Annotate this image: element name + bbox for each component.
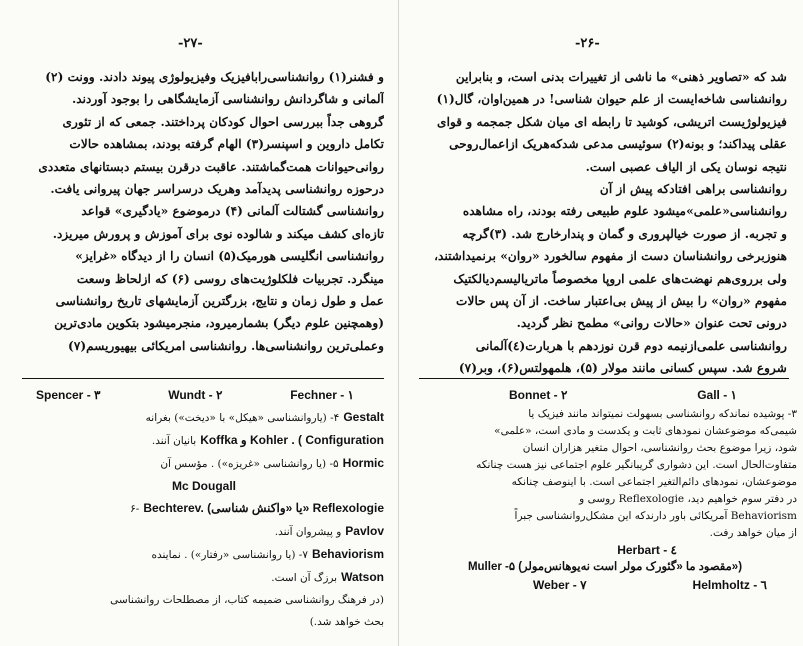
text-line: هنوزبرخی روانشناسان دست از مفهوم سالخورد «روان» برنمیداشتند، (434, 249, 787, 264)
text-line: و فشنر(۱) روانشناسی‌رابافیزیک وفیزیولوژی پیوند دادند. وونت (۲) (45, 70, 384, 84)
footnote-line: متفاوت‌الحال است. این دشواری گریبانگیر علوم اجتماعی نیز هست چنانکه (476, 459, 797, 471)
footnote-divider (419, 378, 789, 379)
footnote-term: Koffka و Kohler . ( Configuration (200, 433, 384, 447)
footnote-term: Mc Dougall (172, 479, 237, 493)
footnote-names-row (413, 558, 797, 576)
page-number: -۲۶- (575, 36, 600, 51)
text-line: روانشناسی براهی افتادکه پیش از آن (599, 182, 787, 197)
footnote-name: Gall - ۱ (697, 388, 737, 402)
footnote-paragraph (413, 406, 797, 542)
footnote-text: ۷- (یا روانشناسی «رفتار») . نماینده (151, 549, 308, 561)
footnote-divider (22, 378, 384, 379)
footnote-text: (در فرهنگ روانشناسی ضمیمه کتاب، از مصطلحات روانشناسی (110, 594, 384, 606)
footnote-name: Fechner - ۱ (290, 388, 354, 402)
text-line: مینگرد. تجربیات فلکلوژیت‌های روسی (۶) که ازلحاظ وسعت (76, 271, 384, 286)
text-line: درونی تحت عنوان «حالات روانی» مطمح نظر گردید. (516, 316, 787, 331)
text-line: روانشناسی گشتالت آلمانی (۴) درموضوع «یادگیری» قواعد (81, 204, 384, 219)
footnote-line: از میان خواهد رفت. (709, 527, 797, 539)
footnote-term: Pavlov (345, 524, 384, 538)
footnote (22, 520, 384, 543)
footnote-text: برزگ آن است. (271, 572, 338, 584)
footnote (22, 406, 384, 429)
right-page (399, 0, 803, 646)
text-line: روانشناسی علمی‌ازنیمه دوم قرن نوزدهم با هربارت(٤)آلمانی (475, 338, 787, 353)
footnote-name: Weber - ۷ (533, 578, 587, 592)
footnote-text: و پیشروان آنند. (274, 526, 342, 538)
footnotes (22, 384, 384, 633)
footnote (22, 452, 384, 475)
footnote-term: Watson (341, 570, 384, 584)
text-line: درحوزه روانشناسی پدیدآمد وهریک درسراسر جهان پیروانی یافت. (50, 182, 384, 197)
text-line: شد که «تصاویر ذهنی» ما ناشی از تغییرات بدنی است، و بنابراین (455, 70, 787, 84)
footnote (22, 543, 384, 566)
text-line: آلمانی و شاگردانش روانشناسی آزمایشگاهی را بوجود آوردند. (71, 92, 384, 107)
text-line: گروهی جداً ببررسی احوال کودکان پرداختند. جمعی که از تئوری (62, 114, 384, 129)
text-line: نتیجه نوسان یکی از الیاف عصبی است. (585, 159, 787, 174)
text-line: وعملی‌ترین روانشناسی‌ها. روانشناسی امریکائی بیهیوریسم(۷) (68, 338, 384, 353)
footnote-line: شیمی‌که موضوعشان نمودهای ثابت و یکدست و مادی است، «علمی» (494, 425, 797, 437)
footnote-line: در دفتر سوم خواهیم دید، Reflexologie روسی و (579, 493, 797, 505)
text-line: مفهوم «روان» را بیش از پیش بی‌اعتبار ساخت. از آن پس حالات (456, 294, 787, 309)
footnote-name: Wundt - ۲ (168, 388, 223, 402)
footnote-text: بانیان آنند. (151, 435, 197, 447)
footnote-names-row (413, 384, 797, 406)
text-line: تازه‌ای کشف میکند و شالوده نوی برای آموزش و پرورش میریزد. (52, 226, 384, 241)
text-line: روانی‌حیوانات همت‌گماشتند. عاقبت درقرن بیستم دبستانهای متعددی (38, 159, 384, 174)
footnote-term: Hormic (342, 456, 384, 470)
footnote-term: Gestalt (343, 410, 384, 424)
text-line: شروع شد. سپس کسانی مانند مولار (۵)، هلمهولتس(۶)، وبر(۷) (458, 361, 787, 376)
footnote-line: موضوعشان، نمودهای دائم‌التغیر اجتماعی است. با اینوصف چنانکه (511, 476, 797, 488)
text-line: و تجربه. از صورت خیالپروری و گمان و پندارخارج شد. (۳)گرچه (462, 226, 787, 241)
footnote-text: بحث خواهد شد.) (309, 616, 384, 628)
text-line: (وهمچنین علوم دیگر) بشمارمیرود، منجرمیشود بتکوین مادی‌ترین (54, 316, 384, 331)
footnote-name: Helmholtz - ٦ (692, 578, 767, 592)
main-text (22, 66, 384, 357)
page-number: -۲۷- (178, 36, 203, 51)
footnote-term: Behaviorism (311, 547, 384, 561)
left-page (0, 0, 399, 646)
footnote-text: -۶ (130, 503, 140, 515)
footnote-term: Bechterev. (یا «واکنش شناسی» Reflexologie (143, 501, 384, 515)
footnote-name: Spencer - ۳ (36, 388, 101, 402)
footnote (22, 611, 384, 633)
text-line: روانشناسی انگلیسی هورمیک(۵) انسان را از دیدگاه «غرایز» (75, 249, 384, 264)
footnote-text: ۵- (یا روانشناسی «غریزه») . مؤسس آن (160, 458, 339, 470)
text-line: روانشناسی«علمی»میشود علوم طبیعی رفته بودند، راه مشاهده (462, 204, 787, 219)
footnote-name: Muller -۵ (مقصود ما «گئورک مولر است نه‌یوهانس‌مولر») (467, 561, 743, 573)
footnote-line: ۳- پوشیده نماندکه روانشناسی بسهولت نمیتواند مانند فیزیک یا (528, 408, 797, 420)
footnote-names-row (413, 542, 797, 558)
text-line: ولی برروی‌هم نهضت‌های علمی اروپا مخصوصاً ماتریالیسم‌دیالکتیک (453, 271, 787, 286)
text-line: عمل و طول زمان و نتایج، بزرگترین آزمایشهای تاریخ روانشناسی (55, 294, 384, 309)
footnote (22, 589, 384, 611)
footnote-name: Herbart - ٤ (617, 543, 677, 557)
footnotes (413, 384, 797, 594)
footnote-names-row (413, 576, 797, 594)
footnote (22, 429, 384, 452)
main-text (421, 66, 787, 380)
footnote-text: ۴- (یاروانشناسی «هیکل» با «دیخت») بغرانه (145, 412, 340, 424)
text-line: روانشناسی شاخه‌ایست از علم حیوان شناسی! در همین‌اوان، گال(۱) (436, 92, 787, 107)
text-line: عقلی پیداکند؛ و بونه(۲) سوئیسی مدعی شدکه‌هریک ازاعمال‌روحی (449, 137, 787, 152)
footnote-line: شود، زیرا موضوع بحث روانشناسی، احوال متغیر هزاران انسان (522, 442, 797, 454)
text-line: تکامل داروین و اسپنسر(۳) الهام گرفته بودند، بمشاهده حالات (69, 137, 384, 152)
footnote-names-row (22, 384, 384, 406)
footnote-line: Behaviorism آمریکائی باور دارندکه این مشکل‌روانشناسی جبراً (514, 510, 797, 522)
text-line: فیزیولوژیست اتریشی، کوشید تا رابطه ای میان شکل جمجمه و قوای (437, 114, 787, 129)
footnote (22, 475, 384, 497)
footnote (22, 497, 384, 520)
footnote (22, 566, 384, 589)
footnote-name: Bonnet - ۲ (509, 388, 568, 402)
